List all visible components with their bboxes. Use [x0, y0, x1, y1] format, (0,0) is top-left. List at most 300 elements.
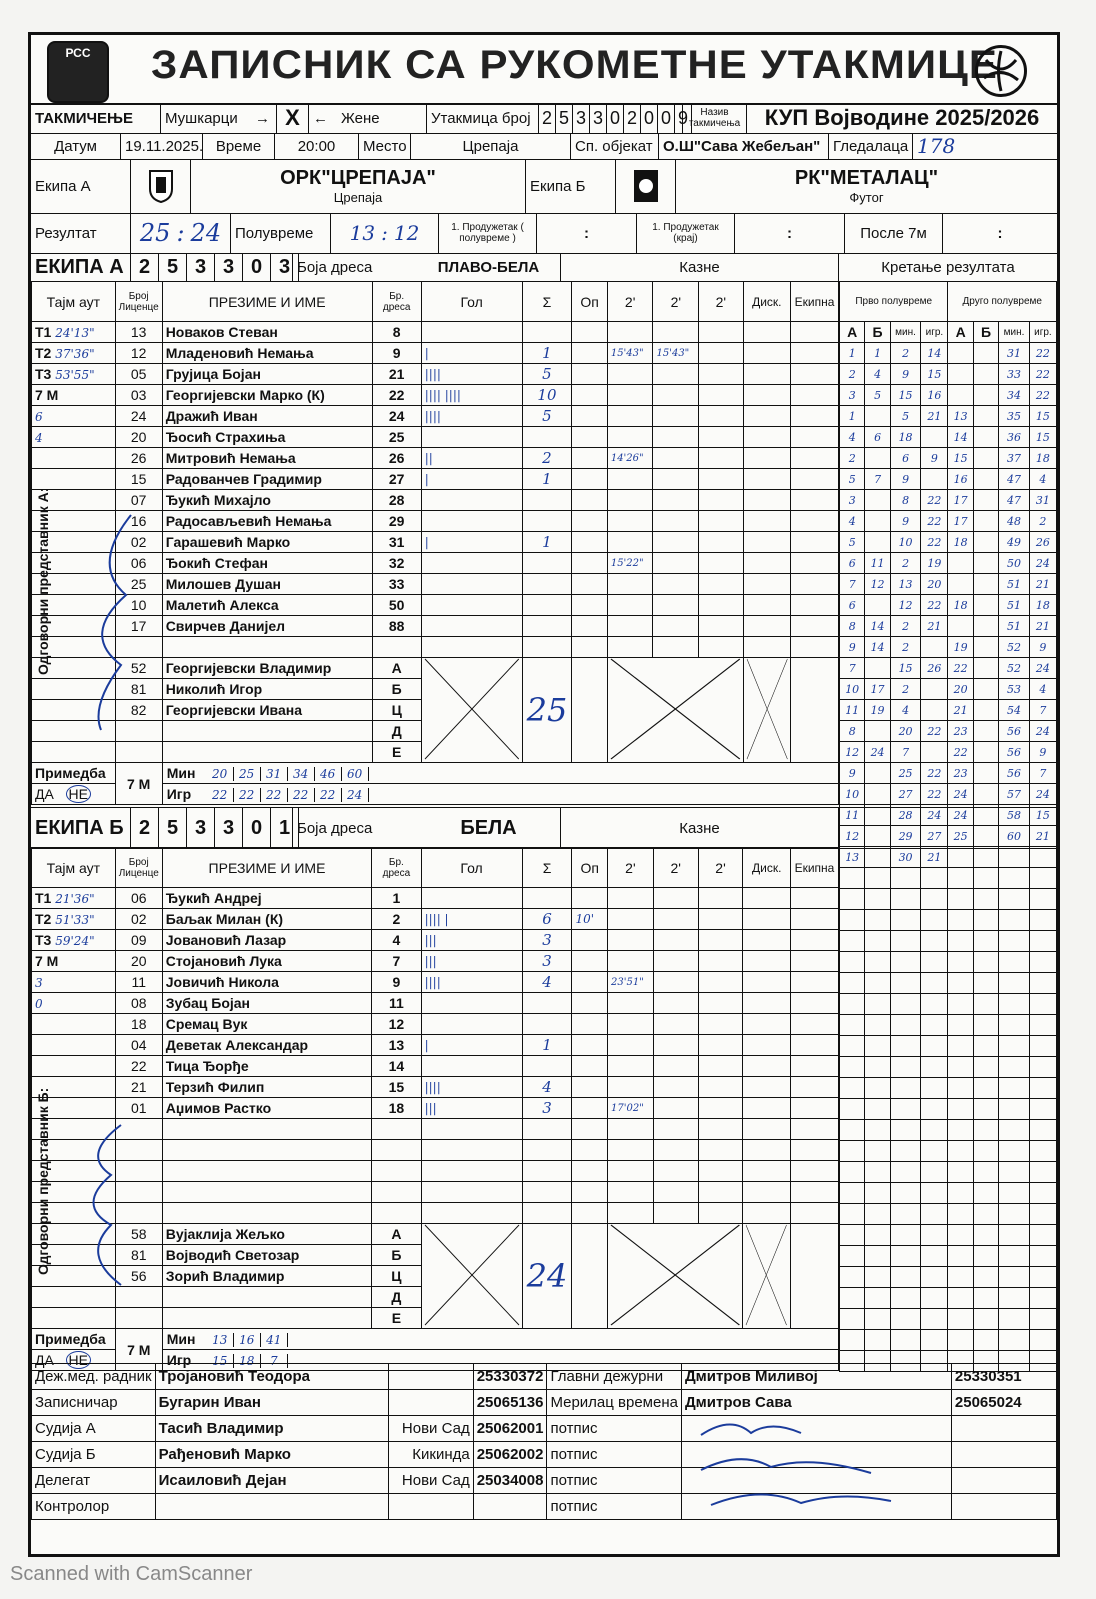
col-p1: 2'	[608, 848, 654, 888]
player-suspension-3	[699, 385, 743, 406]
half-b: 12	[393, 221, 420, 245]
player-team-pen	[790, 1098, 838, 1119]
timeout-cell	[32, 1035, 116, 1056]
yes-no	[32, 784, 116, 805]
player-goals-tally	[421, 993, 522, 1014]
progress-cell: 21	[1029, 826, 1056, 847]
progress-row	[840, 847, 1057, 868]
progress-empty-cell	[1029, 1225, 1056, 1246]
progress-cell	[973, 595, 998, 616]
player-jersey: 13	[372, 1035, 421, 1056]
player-name	[162, 1182, 371, 1203]
progress-empty-row	[840, 994, 1057, 1015]
player-disq	[743, 343, 790, 364]
progress-empty-cell	[865, 868, 890, 889]
col-jersey: Бр. дреса	[372, 282, 421, 322]
progress-row	[840, 469, 1057, 490]
official-row	[32, 1224, 839, 1245]
player-name: Зубац Бојан	[162, 993, 371, 1014]
timeout-cell	[32, 1056, 116, 1077]
progress-empty-cell	[999, 1078, 1030, 1099]
officials-signatures	[691, 1415, 911, 1525]
match-no-digit: 0	[641, 103, 658, 133]
progress-empty-cell	[948, 1057, 973, 1078]
progress-cell	[921, 427, 948, 448]
progress-cell: 8	[890, 490, 921, 511]
team-a-crest-icon	[131, 159, 191, 213]
women-label: Жене	[337, 103, 427, 133]
progress-empty-cell	[890, 1162, 921, 1183]
player-warning	[572, 993, 608, 1014]
progress-cell: 51	[999, 574, 1030, 595]
player-goals-sum	[522, 574, 572, 595]
player-suspension-2	[653, 1098, 698, 1119]
official-key: Д	[372, 1287, 421, 1308]
player-suspension-1: 15'43"	[607, 343, 653, 364]
player-suspension-1	[607, 490, 653, 511]
progress-empty-cell	[921, 868, 948, 889]
progress-empty-cell	[840, 994, 865, 1015]
player-goals-tally	[421, 888, 522, 909]
progress-empty-cell	[921, 952, 948, 973]
progress-empty-cell	[948, 973, 973, 994]
timeout-value: 53'55"	[55, 368, 95, 382]
progress-empty-cell	[1029, 1057, 1056, 1078]
team-code-digit: 3	[215, 808, 243, 848]
player-row	[32, 951, 839, 972]
player-goals-tally	[421, 1056, 522, 1077]
progress-empty-cell	[865, 1057, 890, 1078]
player-disq	[743, 1140, 791, 1161]
official-name: Николић Игор	[162, 679, 372, 700]
progress-cell: 2	[890, 343, 921, 364]
player-suspension-1	[607, 406, 653, 427]
team-a-name: ОРК"ЦРЕПАЈА"	[280, 167, 436, 189]
progress-empty-row	[840, 1120, 1057, 1141]
progress-empty-cell	[840, 1162, 865, 1183]
player-jersey: 22	[372, 385, 421, 406]
player-row	[32, 406, 839, 427]
footer-role2: потпис	[547, 1416, 682, 1442]
match-no	[539, 103, 688, 133]
venue-label: Сп. објекат	[571, 133, 659, 159]
progress-cell	[973, 574, 998, 595]
player-suspension-1	[607, 616, 653, 637]
progress-row	[840, 742, 1057, 763]
progress-empty-cell	[865, 1120, 890, 1141]
progress-empty-cell	[921, 1330, 948, 1351]
player-suspension-2	[653, 951, 698, 972]
after7m-value: :	[997, 224, 1003, 242]
progress-cell: 24	[1029, 721, 1056, 742]
progress-cell: 17	[948, 490, 973, 511]
player-goals-tally: |	[421, 1035, 522, 1056]
progress-empty-cell	[840, 889, 865, 910]
progress-empty-cell	[840, 1225, 865, 1246]
footer-license2	[951, 1494, 1056, 1520]
progress-cell: 15	[890, 385, 921, 406]
player-warning	[572, 469, 607, 490]
progress-row	[840, 406, 1057, 427]
player-goals-sum	[522, 616, 572, 637]
player-jersey: 32	[372, 553, 421, 574]
player-license: 22	[115, 1056, 162, 1077]
player-suspension-3	[698, 888, 743, 909]
progress-cell	[973, 406, 998, 427]
progress-empty-cell	[921, 1078, 948, 1099]
footer-name: Бугарин Иван	[155, 1390, 388, 1416]
sevenm-igr: 22	[234, 788, 261, 802]
player-team-pen	[790, 574, 838, 595]
progress-empty-cell	[973, 1015, 998, 1036]
progress-cell: 21	[921, 616, 948, 637]
progress-cell	[973, 469, 998, 490]
player-disq	[743, 1077, 791, 1098]
progress-empty-cell	[973, 952, 998, 973]
player-suspension-1	[607, 511, 653, 532]
progress-cell: 24	[1029, 658, 1056, 679]
progress-empty-cell	[1029, 952, 1056, 973]
progress-cell: 36	[999, 427, 1030, 448]
progress-cell	[973, 700, 998, 721]
progress-empty-cell	[890, 1246, 921, 1267]
progress-cell: 15	[1029, 406, 1056, 427]
col-warn: Оп	[572, 848, 608, 888]
footer-city: Нови Сад	[388, 1468, 473, 1494]
progress-cell: 7	[890, 742, 921, 763]
progress-col-min: мин.	[890, 322, 921, 343]
official-name	[162, 1308, 371, 1329]
team-a-table	[31, 281, 839, 805]
progress-cell: 3	[840, 385, 865, 406]
match-record-sheet	[28, 32, 1060, 1557]
progress-empty-cell	[1029, 1141, 1056, 1162]
team-code-digit: 1	[271, 808, 299, 848]
player-goals-sum: 1	[522, 532, 572, 553]
progress-cell	[973, 553, 998, 574]
result-row	[31, 213, 1057, 254]
official-name: Војводић Светозар	[162, 1245, 371, 1266]
federation-logo	[47, 41, 109, 103]
official-key: Б	[372, 679, 421, 700]
col-license: Број Лиценце	[115, 282, 162, 322]
player-goals-sum	[522, 1014, 572, 1035]
timeout-cell	[32, 427, 116, 448]
player-goals-sum: 5	[522, 364, 572, 385]
player-suspension-3	[698, 1077, 743, 1098]
progress-cell: 58	[999, 805, 1030, 826]
player-goals-tally	[421, 1140, 522, 1161]
progress-cell	[948, 574, 973, 595]
team-a-rep-signature	[71, 505, 151, 735]
progress-cell: 11	[840, 805, 865, 826]
player-row	[32, 574, 839, 595]
player-suspension-1	[608, 1182, 654, 1203]
official-disq-crossed	[743, 658, 790, 763]
progress-empty-cell	[890, 994, 921, 1015]
player-suspension-1	[607, 427, 653, 448]
player-goals-tally: ||	[421, 448, 522, 469]
player-team-pen	[790, 888, 838, 909]
progress-empty-cell	[973, 994, 998, 1015]
logo-text: РСС	[65, 46, 91, 60]
sevenm-min: 13	[207, 1333, 234, 1347]
player-goals-sum: 3	[522, 951, 572, 972]
progress-cell: 22	[921, 532, 948, 553]
official-disq-crossed	[743, 1224, 791, 1329]
player-suspension-3	[699, 553, 743, 574]
player-suspension-1: 14'26"	[607, 448, 653, 469]
progress-empty-cell	[921, 1015, 948, 1036]
timeout-cell	[32, 1014, 116, 1035]
progress-empty-cell	[865, 1141, 890, 1162]
player-warning	[572, 1203, 608, 1224]
player-warning	[572, 930, 608, 951]
timeout-cell	[32, 888, 116, 909]
progress-cell: 47	[999, 490, 1030, 511]
player-jersey: 15	[372, 1077, 421, 1098]
player-team-pen	[790, 364, 838, 385]
player-license: 12	[115, 343, 162, 364]
progress-empty-cell	[921, 1141, 948, 1162]
progress-cell: 20	[948, 679, 973, 700]
progress-empty-cell	[921, 931, 948, 952]
player-suspension-2	[653, 490, 699, 511]
col-timeout: Тајм аут	[32, 282, 116, 322]
progress-row	[840, 784, 1057, 805]
team-a-color: ПЛАВО-БЕЛА	[417, 253, 561, 281]
progress-cell: 17	[865, 679, 890, 700]
match-no-digit: 3	[590, 103, 607, 133]
player-suspension-1	[607, 595, 653, 616]
progress-empty-row	[840, 931, 1057, 952]
progress-empty-row	[840, 1330, 1057, 1351]
progress-empty-cell	[973, 1225, 998, 1246]
progress-cell: 12	[840, 826, 865, 847]
progress-cell	[865, 490, 890, 511]
progress-empty-cell	[999, 973, 1030, 994]
player-goals-tally	[421, 553, 522, 574]
progress-empty-cell	[999, 1099, 1030, 1120]
footer-role: Делегат	[32, 1468, 156, 1494]
player-suspension-3	[699, 574, 743, 595]
progress-cell: 56	[999, 763, 1030, 784]
player-license: 07	[115, 490, 162, 511]
player-row	[32, 511, 839, 532]
player-suspension-3	[698, 1056, 743, 1077]
player-suspension-3	[699, 595, 743, 616]
timeout-cell	[32, 364, 116, 385]
progress-empty-cell	[948, 1225, 973, 1246]
progress-empty-cell	[948, 1015, 973, 1036]
timeout-cell	[32, 993, 116, 1014]
player-jersey: 12	[372, 1014, 421, 1035]
player-suspension-2	[653, 364, 699, 385]
progress-cell: 5	[890, 406, 921, 427]
player-suspension-2	[653, 616, 699, 637]
player-warning	[572, 511, 607, 532]
progress-empty-cell	[921, 1099, 948, 1120]
player-disq	[743, 322, 790, 343]
progress-cell: 51	[999, 595, 1030, 616]
progress-cell	[865, 532, 890, 553]
player-license: 11	[115, 972, 162, 993]
player-team-pen	[790, 1119, 838, 1140]
progress-empty-cell	[890, 1078, 921, 1099]
player-disq	[743, 972, 791, 993]
progress-empty-cell	[999, 1225, 1030, 1246]
progress-cell: 56	[999, 742, 1030, 763]
progress-title: Кретање резултата	[881, 258, 1015, 276]
progress-empty-cell	[948, 1246, 973, 1267]
player-warning: 10'	[572, 909, 608, 930]
player-goals-sum: 3	[522, 1098, 572, 1119]
progress-empty-cell	[865, 994, 890, 1015]
progress-cell: 24	[865, 742, 890, 763]
player-suspension-3	[699, 406, 743, 427]
player-name: Ђукић Михајло	[162, 490, 372, 511]
team-b-crest-icon	[616, 159, 676, 213]
player-goals-tally: |	[421, 532, 522, 553]
player-row	[32, 909, 839, 930]
progress-cell: 6	[840, 595, 865, 616]
official-key: Б	[372, 1245, 421, 1266]
player-suspension-1	[608, 1014, 654, 1035]
progress-empty-cell	[973, 1267, 998, 1288]
team-code-digit: 3	[271, 253, 299, 281]
progress-cell: 56	[999, 721, 1030, 742]
progress-cell: 23	[948, 763, 973, 784]
official-key: Е	[372, 742, 421, 763]
progress-row	[840, 679, 1057, 700]
player-suspension-2	[653, 1077, 698, 1098]
yes-label: ДА	[35, 786, 54, 802]
team-a-penalties-title: Казне	[561, 253, 839, 281]
progress-cell	[948, 616, 973, 637]
progress-empty-cell	[999, 931, 1030, 952]
player-disq	[743, 951, 791, 972]
progress-cell: 9	[890, 469, 921, 490]
progress-empty-cell	[1029, 910, 1056, 931]
player-warning	[572, 595, 607, 616]
progress-empty-cell	[865, 1162, 890, 1183]
player-suspension-1	[607, 574, 653, 595]
progress-empty-cell	[890, 1288, 921, 1309]
progress-cell: 9	[840, 637, 865, 658]
progress-empty-cell	[921, 1120, 948, 1141]
progress-cell: 4	[1029, 469, 1056, 490]
progress-empty-row	[840, 889, 1057, 910]
player-name: Свирчев Данијел	[162, 616, 372, 637]
player-suspension-3	[698, 993, 743, 1014]
player-team-pen	[790, 972, 838, 993]
progress-cell: 8	[840, 721, 865, 742]
player-suspension-2	[653, 1035, 698, 1056]
progress-row	[840, 574, 1057, 595]
player-row	[32, 888, 839, 909]
team-code-digit: 3	[187, 253, 215, 281]
player-suspension-1	[608, 993, 654, 1014]
sevenm-igr: 15	[207, 1354, 234, 1368]
match-no-digit: 5	[556, 103, 573, 133]
progress-cell	[1029, 847, 1056, 868]
progress-empty-cell	[1029, 1036, 1056, 1057]
progress-cell: 15	[890, 658, 921, 679]
date-row	[31, 133, 1057, 160]
progress-empty-cell	[948, 1309, 973, 1330]
player-goals-sum: 6	[522, 909, 572, 930]
player-warning	[572, 385, 607, 406]
official-key: Ц	[372, 700, 421, 721]
progress-empty-cell	[999, 1246, 1030, 1267]
progress-cell: 52	[999, 658, 1030, 679]
progress-row	[840, 553, 1057, 574]
player-goals-tally	[421, 574, 522, 595]
player-row	[32, 385, 839, 406]
remark-label: Примедба	[32, 763, 116, 784]
progress-empty-cell	[921, 994, 948, 1015]
progress-empty-cell	[840, 952, 865, 973]
header	[31, 35, 1057, 105]
official-team-pen	[790, 1224, 838, 1329]
official-name: Георгијевски Владимир	[162, 658, 372, 679]
official-license	[115, 1308, 162, 1329]
progress-col-igr2: игр.	[1029, 322, 1056, 343]
player-suspension-3	[698, 972, 743, 993]
progress-cell: 14	[865, 616, 890, 637]
progress-empty-cell	[840, 1183, 865, 1204]
player-suspension-1	[608, 909, 654, 930]
progress-empty-cell	[999, 1330, 1030, 1351]
player-disq	[743, 511, 790, 532]
ot2-value: :	[735, 213, 845, 253]
official-op	[572, 658, 607, 763]
footer-license: 25330372	[473, 1364, 547, 1390]
progress-cell: 35	[999, 406, 1030, 427]
player-team-pen	[790, 427, 838, 448]
progress-empty-row	[840, 952, 1057, 973]
progress-cell	[973, 616, 998, 637]
progress-cell: 50	[999, 553, 1030, 574]
progress-cell: 7	[865, 469, 890, 490]
player-goals-sum	[522, 637, 572, 658]
progress-cell: 15	[1029, 805, 1056, 826]
player-goals-sum	[522, 595, 572, 616]
progress-empty-cell	[921, 889, 948, 910]
player-goals-tally: |||	[421, 951, 522, 972]
player-suspension-3	[698, 951, 743, 972]
progress-empty-cell	[948, 1330, 973, 1351]
progress-empty-cell	[865, 1099, 890, 1120]
progress-col-a2: А	[948, 322, 973, 343]
progress-empty-cell	[865, 1309, 890, 1330]
player-jersey: 33	[372, 574, 421, 595]
progress-empty-cell	[999, 889, 1030, 910]
player-team-pen	[790, 616, 838, 637]
player-warning	[572, 1035, 608, 1056]
progress-cell: 2	[890, 616, 921, 637]
sevenm-min-row	[162, 1329, 838, 1350]
player-goals-sum: 1	[522, 469, 572, 490]
sevenm-igr: 22	[288, 788, 315, 802]
footer-name: Рађеновић Марко	[155, 1442, 388, 1468]
progress-cell: 9	[1029, 742, 1056, 763]
progress-empty-cell	[840, 1267, 865, 1288]
progress-empty-cell	[973, 1057, 998, 1078]
progress-empty-row	[840, 1162, 1057, 1183]
player-jersey: 31	[372, 532, 421, 553]
progress-empty-cell	[948, 931, 973, 952]
